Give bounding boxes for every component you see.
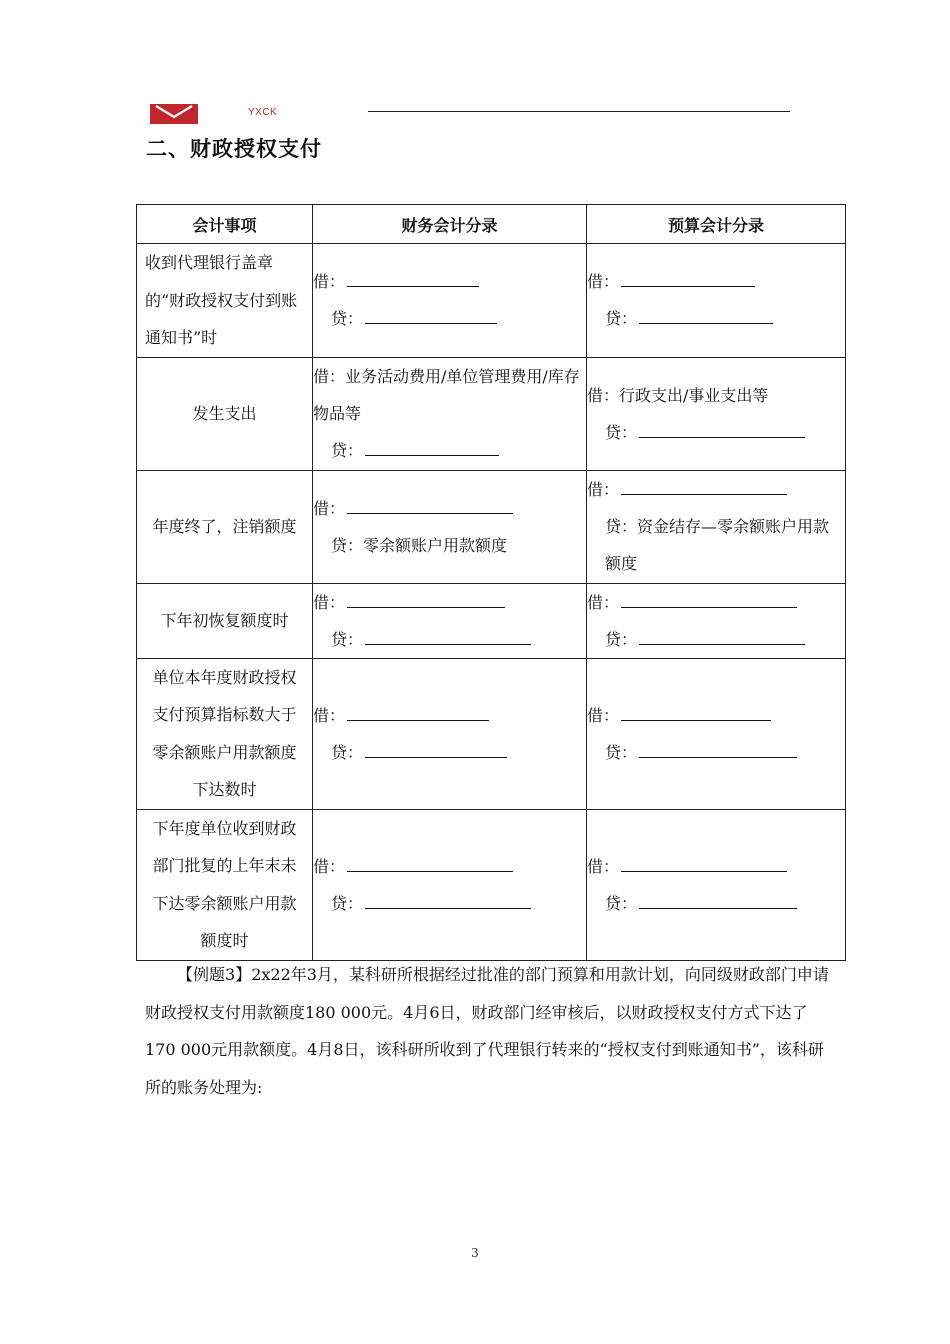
credit-label: 贷： <box>605 742 638 762</box>
blank-line <box>639 630 805 645</box>
blank-line <box>621 480 787 495</box>
credit-label: 贷： <box>605 422 638 442</box>
row-item: 年度终了，注销额度 <box>137 470 313 583</box>
blank-line <box>621 706 771 721</box>
credit-line <box>313 734 586 771</box>
row-item: 单位本年度财政授权支付预算指标数大于零余额账户用款额度下达数时 <box>137 658 313 809</box>
credit-account: 零余额账户用款额度 <box>363 535 508 555</box>
budget-entry <box>587 357 846 470</box>
credit-line <box>313 885 586 922</box>
blank-line <box>639 743 797 758</box>
credit-label: 贷： <box>605 893 638 913</box>
credit-line <box>587 885 845 922</box>
credit-line <box>587 414 845 451</box>
credit-label: 贷： <box>331 629 364 649</box>
debit-line <box>313 263 586 300</box>
blank-line <box>347 272 479 287</box>
credit-line <box>313 300 586 337</box>
blank-line <box>365 894 531 909</box>
debit-line <box>587 848 845 885</box>
debit-line <box>313 848 586 885</box>
blank-line <box>639 309 773 324</box>
header-item: 会计事项 <box>137 205 313 244</box>
row-item: 收到代理银行盖章的“财政授权支付到账通知书”时 <box>137 244 313 358</box>
blank-line <box>365 441 499 456</box>
table-row <box>137 583 846 658</box>
blank-line <box>621 857 787 872</box>
blank-line <box>365 630 531 645</box>
row-item: 下年度单位收到财政部门批复的上年末未下达零余额账户用款额度时 <box>137 809 313 960</box>
debit-label: 借： <box>313 592 346 612</box>
credit-line <box>587 508 845 582</box>
credit-line <box>587 621 845 658</box>
budget-entry <box>587 583 846 658</box>
header-budget: 预算会计分录 <box>587 205 846 244</box>
debit-label: 借： <box>313 705 346 725</box>
credit-label: 贷： <box>331 441 364 460</box>
credit-line <box>313 527 586 564</box>
debit-label: 借： <box>587 705 620 725</box>
credit-label: 贷： <box>605 517 638 536</box>
budget-entry <box>587 470 846 583</box>
financial-entry <box>313 244 587 358</box>
accounting-entries-table <box>136 204 846 961</box>
debit-label: 借： <box>587 856 620 876</box>
example-text: 2x22年3月，某科研所根据经过批准的部门预算和用款计划，向同级财政部门申请财政授权支付用款额度180 000元。4月6日，财政部门经审核后，以财政授权支付方式下达了170 000元用款额度。4月8日，该科研所收到了代理银行转来的“授权支付到账通知书”，该科研所的账务处理为: <box>145 965 829 1097</box>
header-rule <box>368 111 790 112</box>
blank-line <box>347 857 513 872</box>
section-title: 二、财政授权支付 <box>146 137 322 161</box>
debit-line <box>313 358 586 432</box>
blank-line <box>639 894 797 909</box>
financial-entry <box>313 658 587 809</box>
table-row <box>137 357 846 470</box>
credit-label: 贷： <box>331 742 364 762</box>
debit-label: 借： <box>313 498 346 518</box>
table-row <box>137 244 846 358</box>
credit-line <box>313 621 586 658</box>
credit-line <box>587 300 845 337</box>
debit-line <box>587 377 845 414</box>
example-label: 【例题3】 <box>177 965 252 984</box>
credit-label: 贷： <box>331 893 364 913</box>
debit-label: 借： <box>313 272 346 292</box>
debit-line <box>587 471 845 508</box>
debit-line <box>313 490 586 527</box>
financial-entry <box>313 809 587 960</box>
header-financial: 财务会计分录 <box>313 205 587 244</box>
debit-label: 借： <box>587 480 620 499</box>
blank-line <box>621 272 755 287</box>
credit-label: 贷： <box>331 309 364 329</box>
example-paragraph <box>145 956 835 1106</box>
financial-entry <box>313 583 587 658</box>
row-item: 下年初恢复额度时 <box>137 583 313 658</box>
debit-account: 业务活动费用/单位管理费用/库存物品等 <box>313 367 580 423</box>
page-number: 3 <box>471 1246 479 1260</box>
debit-label: 借： <box>313 367 346 386</box>
blank-line <box>365 309 497 324</box>
table-row <box>137 658 846 809</box>
blank-line <box>347 593 505 608</box>
logo-text: YXCK <box>248 107 278 118</box>
debit-line <box>587 263 845 300</box>
budget-entry <box>587 658 846 809</box>
credit-label: 贷： <box>605 309 638 329</box>
credit-label: 贷： <box>331 535 364 555</box>
blank-line <box>347 499 513 514</box>
blank-line <box>347 706 489 721</box>
debit-label: 借： <box>587 385 620 405</box>
debit-line <box>313 697 586 734</box>
blank-line <box>365 743 507 758</box>
debit-account: 行政支出/事业支出等 <box>619 385 769 405</box>
budget-entry <box>587 809 846 960</box>
financial-entry <box>313 357 587 470</box>
logo-icon <box>150 104 198 124</box>
credit-line <box>313 432 586 469</box>
budget-entry <box>587 244 846 358</box>
debit-label: 借： <box>313 856 346 876</box>
debit-label: 借： <box>587 592 620 612</box>
debit-line <box>313 584 586 621</box>
blank-line <box>621 593 797 608</box>
table-row <box>137 809 846 960</box>
credit-account: 资金结存—零余额账户用款额度 <box>605 517 830 573</box>
debit-line <box>587 697 845 734</box>
financial-entry <box>313 470 587 583</box>
table-row <box>137 470 846 583</box>
blank-line <box>639 423 805 438</box>
row-item: 发生支出 <box>137 357 313 470</box>
debit-label: 借： <box>587 272 620 292</box>
debit-line <box>587 584 845 621</box>
credit-label: 贷： <box>605 629 638 649</box>
credit-line <box>587 734 845 771</box>
table-header-row <box>137 205 846 244</box>
